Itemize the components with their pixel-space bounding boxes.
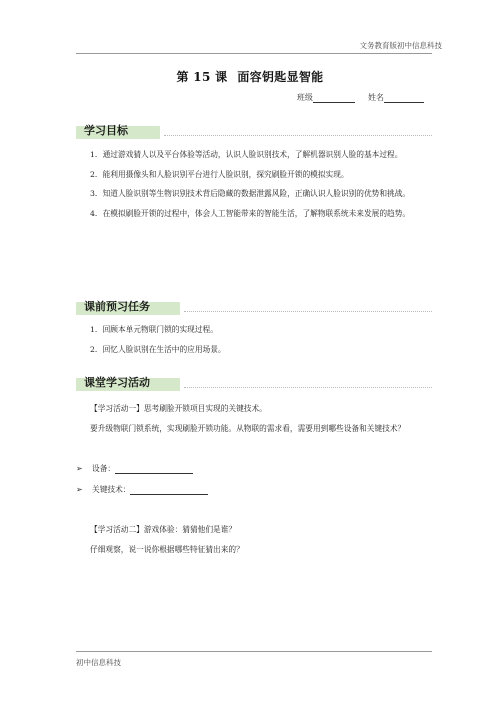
footer-rule [76, 651, 432, 652]
goal-item: 1．通过游戏猜人以及平台体验等活动，认识人脸识别技术，了解机器识别人脸的基本过程。 [90, 150, 403, 159]
bullet-label: 设备： [92, 464, 116, 473]
devices-answer-blank[interactable] [115, 464, 193, 474]
goal-item: 3．知道人脸识别等生物识别技术背后隐藏的数据泄露风险，正确认识人脸识别的优势和挑战。 [90, 189, 411, 198]
goal-item: 2．能利用摄像头和人脸识别平台进行人脸识别，探究刷脸开锁的模拟实现。 [90, 169, 349, 179]
bullet-label: 关键技术： [92, 485, 131, 494]
heading-dotted-rule [184, 387, 432, 388]
arrow-bullet-icon: ➢ [76, 485, 83, 494]
footer-label: 初中信息科技 [76, 658, 121, 667]
key-tech-answer-blank[interactable] [130, 485, 208, 495]
bullet-key-tech [76, 484, 208, 495]
lesson-name: 面容钥匙显智能 [237, 70, 324, 84]
goal-item: 4．在模拟刷脸开锁的过程中，体会人工智能带来的智能生活，了解物联系统未来发展的趋势。 [90, 208, 411, 218]
goals-list [76, 145, 412, 223]
class-label: 班级 [296, 93, 313, 102]
page-title [0, 68, 500, 85]
class-blank[interactable] [313, 93, 355, 103]
preview-item: 2．回忆人脸识别在生活中的应用场景。 [90, 344, 226, 354]
activity2-description: 仔细观察，说一说你根据哪些特征猜出来的？ [90, 544, 244, 554]
preview-list [76, 320, 412, 359]
heading-text: 课前预习任务 [84, 300, 150, 313]
section-preview-heading [76, 296, 432, 318]
lesson-number: 第 15 课 [176, 70, 228, 84]
activity2-block [76, 520, 412, 559]
arrow-bullet-icon: ➢ [76, 464, 83, 473]
activity1-block [76, 399, 412, 438]
heading-dotted-rule [164, 135, 432, 136]
section-goals-heading [76, 120, 432, 142]
student-info-line [297, 92, 424, 103]
header-rule [76, 53, 432, 54]
heading-dotted-rule [184, 311, 432, 312]
activity1-title: 【学习活动一】思考刷脸开锁项目实现的关键技术。 [90, 404, 267, 413]
bullet-devices [76, 463, 193, 474]
preview-item: 1．回顾本单元物联门锁的实现过程。 [90, 325, 218, 334]
heading-text: 课堂学习活动 [84, 376, 150, 389]
section-activities-heading [76, 372, 432, 394]
activity1-description: 要升级物联门锁系统，实现刷脸开锁功能。从物联的需求看，需要用到哪些设备和关键技术？ [90, 423, 406, 433]
heading-text: 学习目标 [84, 124, 128, 137]
header-publisher: 文务教育版初中信息科技 [359, 41, 442, 50]
name-label: 姓名 [368, 93, 384, 102]
name-blank[interactable] [384, 93, 424, 103]
activity2-title: 【学习活动二】游戏体验：猜猜他们是谁？ [90, 525, 237, 534]
